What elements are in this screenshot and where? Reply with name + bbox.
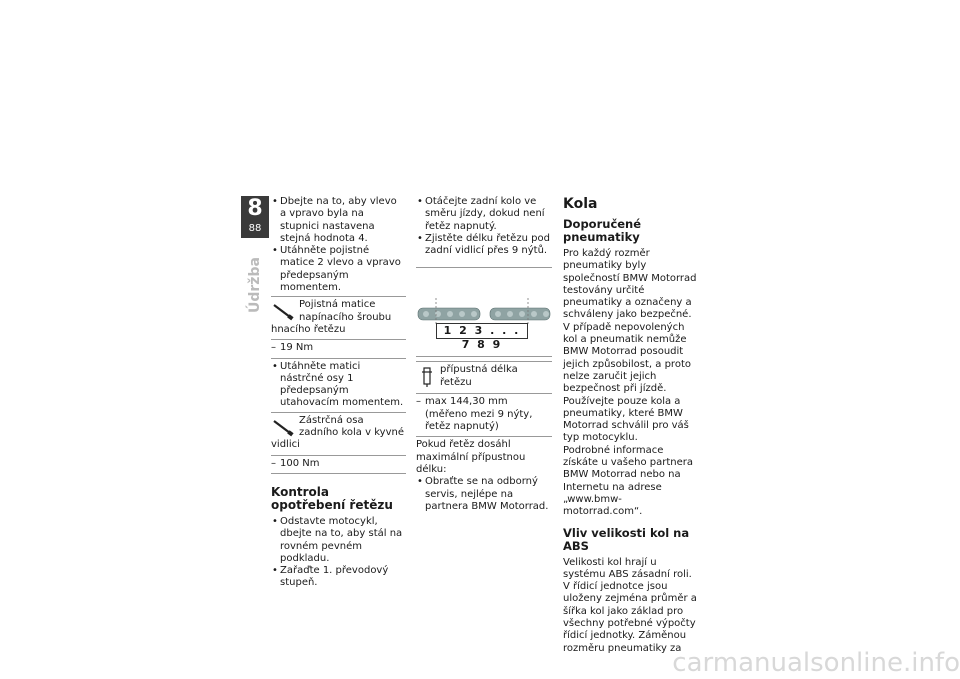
paragraph: Pokud řetěz dosáhl maximální přípustnou délku:	[416, 439, 526, 475]
list-item: • Obraťte se na odborný servis, nejlépe na partnera BMW Motorrad.	[416, 476, 552, 513]
list-item: • Utáhněte pojistné matice 2 vlevo a vpravo předepsaným momentem.	[271, 245, 406, 294]
list-item: • Zjistěte délku řetězu pod zadní vidlicí přes 9 nýtů.	[416, 233, 552, 258]
bullet-list	[416, 196, 552, 257]
torque-value: – 100 Nm	[271, 455, 406, 473]
column-2	[416, 196, 552, 513]
bullet-list	[271, 196, 406, 294]
column-3	[563, 196, 700, 655]
page-number: 88	[248, 223, 262, 234]
list-item: • Utáhněte matici nástrčné osy 1 předepsaným utahovacím momentem.	[271, 361, 406, 410]
list-item: • Otáčejte zadní kolo ve směru jízdy, dokud není řetěz napnutý.	[416, 196, 552, 233]
torque-box-lock-nut	[271, 296, 406, 358]
chapter-section-title: Kola	[563, 196, 598, 212]
caliper-icon	[420, 366, 434, 388]
list-item: • Zařaďte 1. převodový stupeň.	[271, 565, 406, 590]
torque-value-text: 100 Nm	[280, 457, 320, 469]
torque-value-text: 19 Nm	[280, 342, 314, 354]
watermark: carmanualsonline.info	[672, 648, 960, 678]
paragraph: Používejte pouze kola a pneumatiky, které BMW Motorrad schválil pro váš typ motocyklu.	[563, 395, 689, 444]
chain-rivet-count: 1 2 3 . . . 7 8 9	[436, 323, 528, 339]
column-1	[271, 196, 406, 590]
chapter-number: 8	[247, 196, 263, 221]
bullet-list	[416, 476, 552, 513]
chapter-label: Údržba	[247, 257, 263, 313]
bullet-list	[271, 516, 406, 590]
torque-box-text: Pojistná matice napínacího šroubu hnacího řetězu	[271, 299, 392, 335]
chapter-tab	[241, 196, 269, 238]
torque-wrench-icon	[271, 301, 295, 323]
subsection-heading: Doporučené pneumatiky	[563, 217, 642, 244]
torque-box-text: Zástrčná osa zadního kola v kyvné vidlici	[271, 414, 404, 451]
section-heading: Kontrola opotřebení řetězu	[271, 484, 393, 512]
paragraph: Pro každý rozměr pneumatiky byly společností BMW Motorrad testovány určité pneumatiky a označeny a schváleny jako bezpečné. V případě nepovolených kol a pneumatik nemůže BMW Motorrad posoudit jejich způsobilost, a proto nelze zaručit jejich bezpečnost při jízdě.	[563, 248, 697, 395]
subsection-heading: Vliv velikosti kol na ABS	[563, 525, 690, 553]
chain-length-box	[416, 361, 552, 437]
chain-length-value: – max 144,30 mm (měřeno mezi 9 nýty, řetěz napnutý)	[416, 393, 552, 436]
bullet-list	[271, 361, 406, 410]
paragraph: Velikosti kol hrají u systému ABS zásadní roli. V řídicí jednotce jsou uloženy zejména průměr a šířka kol jako základ pro všechny potřebné výpočty řídicí jednotky. Záměnou rozměru pneumatiky za	[563, 556, 697, 654]
paragraph: Podrobné informace získáte u vašeho partnera BMW Motorrad nebo na Internetu na adrese „www.bmw-motorrad.com“.	[563, 444, 694, 518]
chain-length-value-text: max 144,30 mm (měřeno mezi 9 nýty, řetěz napnutý)	[425, 396, 533, 433]
list-item: • Dbejte na to, aby vlevo a vpravo byla na stupnici nastavena stejná hodnota 4.	[271, 196, 406, 245]
chain-length-text: přípustná délka řetězu	[440, 364, 518, 388]
chain-figure	[416, 267, 552, 357]
torque-wrench-icon	[271, 417, 295, 439]
torque-box-axle	[271, 412, 406, 474]
torque-value: – 19 Nm	[271, 339, 406, 357]
list-item: • Odstavte motocykl, dbejte na to, aby stál na rovném pevném podkladu.	[271, 516, 406, 565]
